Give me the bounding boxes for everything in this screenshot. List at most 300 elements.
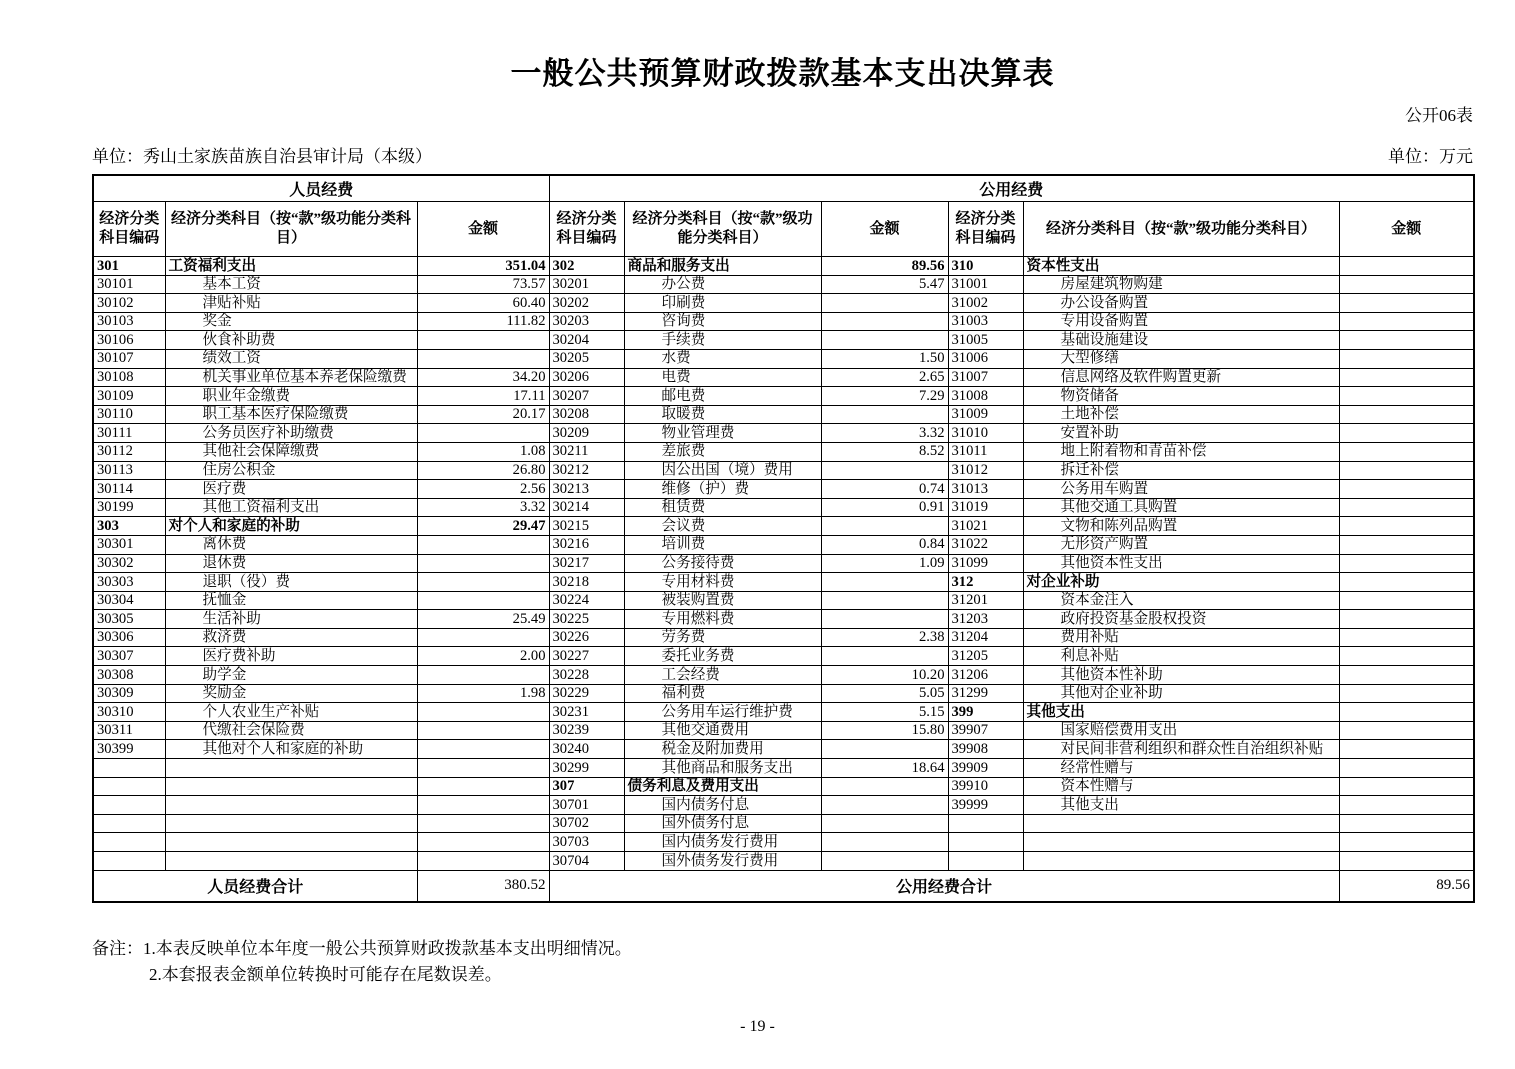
cell-code: 30308: [93, 666, 165, 685]
cell-amount: 5.15: [821, 703, 948, 722]
meta-row: [92, 142, 1473, 167]
cell-amount: 3.32: [821, 424, 948, 443]
public-total-value: 89.56: [1339, 870, 1474, 902]
cell-amount: [1339, 852, 1474, 871]
cell-amount: [417, 796, 549, 815]
cell-amount: [821, 461, 948, 480]
cell-code: 31201: [948, 591, 1023, 610]
cell-subject: [165, 759, 417, 778]
cell-subject: 工会经费: [624, 666, 821, 685]
cell-code: 30215: [549, 517, 624, 536]
cell-subject: 代缴社会保险费: [165, 721, 417, 740]
cell-amount: [417, 628, 549, 647]
col-header-code-2: 经济分类科目编码: [549, 202, 624, 257]
cell-code: 31019: [948, 498, 1023, 517]
cell-amount: 0.84: [821, 535, 948, 554]
table-row: [93, 740, 1474, 759]
personnel-total-value: 380.52: [417, 870, 549, 902]
cell-subject: 其他交通工具购置: [1023, 498, 1339, 517]
cell-code: 30310: [93, 703, 165, 722]
cell-subject: 无形资产购置: [1023, 535, 1339, 554]
cell-code: 30703: [549, 833, 624, 852]
col-header-subject-1: 经济分类科目（按“款”级功能分类科目）: [165, 202, 417, 257]
cell-subject: 国内债务发行费用: [624, 833, 821, 852]
cell-amount: [821, 833, 948, 852]
cell-subject: 国外债务发行费用: [624, 852, 821, 871]
cell-amount: 2.00: [417, 647, 549, 666]
cell-amount: 17.11: [417, 387, 549, 406]
cell-code: 30704: [549, 852, 624, 871]
cell-subject: [1023, 833, 1339, 852]
cell-amount: 18.64: [821, 759, 948, 778]
cell-amount: [1339, 498, 1474, 517]
cell-amount: 1.09: [821, 554, 948, 573]
cell-subject: 利息补贴: [1023, 647, 1339, 666]
cell-subject: 文物和陈列品购置: [1023, 517, 1339, 536]
cell-amount: [1339, 294, 1474, 313]
cell-code: 30103: [93, 312, 165, 331]
cell-code: 31299: [948, 684, 1023, 703]
currency-unit-label: 单位：万元: [1388, 147, 1473, 166]
cell-subject: [165, 833, 417, 852]
cell-code: 30228: [549, 666, 624, 685]
cell-code: 30301: [93, 535, 165, 554]
cell-code: 30214: [549, 498, 624, 517]
table-row: [93, 442, 1474, 461]
cell-amount: [1339, 275, 1474, 294]
cell-amount: [417, 777, 549, 796]
cell-subject: 离休费: [165, 535, 417, 554]
cell-code: 30701: [549, 796, 624, 815]
note-line-2: 2.本套报表金额单位转换时可能存在尾数误差。: [149, 965, 502, 984]
cell-subject: 助学金: [165, 666, 417, 685]
table-row: [93, 573, 1474, 592]
cell-code: 30109: [93, 387, 165, 406]
cell-subject: 退职（役）费: [165, 573, 417, 592]
cell-amount: 10.20: [821, 666, 948, 685]
table-row: [93, 535, 1474, 554]
cell-amount: [1339, 424, 1474, 443]
cell-amount: [417, 740, 549, 759]
cell-code: 31013: [948, 480, 1023, 499]
cell-subject: 其他对企业补助: [1023, 684, 1339, 703]
cell-subject: 手续费: [624, 331, 821, 350]
cell-subject: 政府投资基金股权投资: [1023, 610, 1339, 629]
cell-subject: [165, 814, 417, 833]
cell-code: 30113: [93, 461, 165, 480]
note-line-1: 备注：1.本表反映单位本年度一般公共预算财政拨款基本支出明细情况。: [92, 939, 632, 958]
col-header-amount-2: 金额: [821, 202, 948, 257]
cell-subject: 公务员医疗补助缴费: [165, 424, 417, 443]
cell-amount: 8.52: [821, 442, 948, 461]
cell-amount: [821, 647, 948, 666]
cell-amount: [1339, 796, 1474, 815]
table-row: [93, 554, 1474, 573]
cell-amount: [417, 759, 549, 778]
cell-amount: [1339, 387, 1474, 406]
cell-code: 31205: [948, 647, 1023, 666]
cell-code: 31204: [948, 628, 1023, 647]
cell-code: 31001: [948, 275, 1023, 294]
cell-amount: 89.56: [821, 257, 948, 276]
cell-subject: 房屋建筑物购建: [1023, 275, 1339, 294]
cell-code: 30209: [549, 424, 624, 443]
public-total-label: 公用经费合计: [549, 870, 1339, 902]
cell-amount: 7.29: [821, 387, 948, 406]
cell-code: 30203: [549, 312, 624, 331]
cell-amount: 2.56: [417, 480, 549, 499]
cell-amount: [1339, 535, 1474, 554]
cell-amount: [1339, 777, 1474, 796]
cell-amount: [821, 740, 948, 759]
page-title: 一般公共预算财政拨款基本支出决算表: [510, 56, 1055, 91]
cell-subject: 培训费: [624, 535, 821, 554]
cell-subject: 差旅费: [624, 442, 821, 461]
cell-subject: 机关事业单位基本养老保险缴费: [165, 368, 417, 387]
cell-code: 30207: [549, 387, 624, 406]
cell-subject: 绩效工资: [165, 349, 417, 368]
cell-amount: [821, 777, 948, 796]
cell-subject: 其他支出: [1023, 703, 1339, 722]
org-unit-label: 单位：秀山土家族苗族自治县审计局（本级）: [92, 147, 432, 166]
cell-subject: 救济费: [165, 628, 417, 647]
table-row: [93, 517, 1474, 536]
cell-code: 30216: [549, 535, 624, 554]
cell-subject: 土地补偿: [1023, 405, 1339, 424]
cell-amount: [1339, 257, 1474, 276]
cell-code: 31002: [948, 294, 1023, 313]
table-row: [93, 387, 1474, 406]
table-row: [93, 461, 1474, 480]
cell-code: 39908: [948, 740, 1023, 759]
cell-code: 31206: [948, 666, 1023, 685]
cell-amount: 111.82: [417, 312, 549, 331]
cell-code: 30202: [549, 294, 624, 313]
cell-code: 39909: [948, 759, 1023, 778]
cell-code: 31003: [948, 312, 1023, 331]
cell-amount: [1339, 554, 1474, 573]
cell-amount: [1339, 368, 1474, 387]
cell-subject: 其他交通费用: [624, 721, 821, 740]
cell-amount: [1339, 610, 1474, 629]
cell-subject: 国外债务付息: [624, 814, 821, 833]
cell-code: 30199: [93, 498, 165, 517]
cell-code: 31009: [948, 405, 1023, 424]
cell-code: [93, 796, 165, 815]
cell-amount: [821, 610, 948, 629]
table-row: [93, 684, 1474, 703]
cell-code: 39999: [948, 796, 1023, 815]
cell-code: 30240: [549, 740, 624, 759]
cell-code: 30213: [549, 480, 624, 499]
table-row: [93, 331, 1474, 350]
cell-code: [948, 852, 1023, 871]
cell-amount: [821, 814, 948, 833]
cell-amount: [821, 573, 948, 592]
cell-subject: 住房公积金: [165, 461, 417, 480]
form-number-label: 公开06表: [1405, 106, 1473, 125]
table-row: [93, 424, 1474, 443]
cell-code: 30112: [93, 442, 165, 461]
cell-subject: 咨询费: [624, 312, 821, 331]
cell-code: [93, 814, 165, 833]
cell-subject: 其他支出: [1023, 796, 1339, 815]
cell-subject: 伙食补助费: [165, 331, 417, 350]
cell-subject: 公务接待费: [624, 554, 821, 573]
cell-subject: 委托业务费: [624, 647, 821, 666]
notes: [92, 936, 1473, 988]
cell-amount: [1339, 721, 1474, 740]
cell-code: 30212: [549, 461, 624, 480]
cell-subject: 取暖费: [624, 405, 821, 424]
cell-code: 30299: [549, 759, 624, 778]
cell-amount: 3.32: [417, 498, 549, 517]
cell-subject: 对民间非营利组织和群众性自治组织补贴: [1023, 740, 1339, 759]
cell-subject: [165, 852, 417, 871]
group-header-public: 公用经费: [549, 175, 1474, 202]
cell-code: 30305: [93, 610, 165, 629]
col-header-code-1: 经济分类科目编码: [93, 202, 165, 257]
cell-code: 31008: [948, 387, 1023, 406]
cell-amount: 1.08: [417, 442, 549, 461]
cell-amount: [821, 852, 948, 871]
cell-amount: [1339, 517, 1474, 536]
cell-code: 31007: [948, 368, 1023, 387]
cell-amount: [417, 721, 549, 740]
col-header-amount-3: 金额: [1339, 202, 1474, 257]
cell-subject: [165, 777, 417, 796]
cell-subject: 对企业补助: [1023, 573, 1339, 592]
cell-code: 31006: [948, 349, 1023, 368]
cell-code: [948, 833, 1023, 852]
cell-code: 307: [549, 777, 624, 796]
table-row: [93, 628, 1474, 647]
cell-subject: 印刷费: [624, 294, 821, 313]
cell-amount: [1339, 684, 1474, 703]
cell-amount: [1339, 461, 1474, 480]
cell-subject: 专用设备购置: [1023, 312, 1339, 331]
col-header-subject-3: 经济分类科目（按“款”级功能分类科目）: [1023, 202, 1339, 257]
cell-code: 30201: [549, 275, 624, 294]
cell-subject: 商品和服务支出: [624, 257, 821, 276]
table-row: [93, 368, 1474, 387]
group-header-row: [93, 175, 1474, 202]
cell-subject: 资本性支出: [1023, 257, 1339, 276]
cell-code: 30107: [93, 349, 165, 368]
cell-code: 31005: [948, 331, 1023, 350]
cell-amount: [1339, 312, 1474, 331]
cell-amount: [417, 573, 549, 592]
personnel-total-label: 人员经费合计: [93, 870, 417, 902]
cell-amount: 351.04: [417, 257, 549, 276]
cell-amount: 1.50: [821, 349, 948, 368]
table-row: [93, 759, 1474, 778]
cell-amount: [1339, 628, 1474, 647]
table-row: [93, 257, 1474, 276]
cell-subject: 其他对个人和家庭的补助: [165, 740, 417, 759]
cell-amount: [821, 517, 948, 536]
cell-code: 30102: [93, 294, 165, 313]
cell-subject: 电费: [624, 368, 821, 387]
cell-amount: [1339, 833, 1474, 852]
cell-amount: 2.38: [821, 628, 948, 647]
cell-subject: 专用燃料费: [624, 610, 821, 629]
cell-code: 30224: [549, 591, 624, 610]
cell-amount: [1339, 647, 1474, 666]
cell-subject: 租赁费: [624, 498, 821, 517]
cell-code: [93, 833, 165, 852]
cell-subject: 地上附着物和青苗补偿: [1023, 442, 1339, 461]
cell-amount: [417, 703, 549, 722]
cell-code: 30114: [93, 480, 165, 499]
cell-amount: 60.40: [417, 294, 549, 313]
cell-amount: [417, 331, 549, 350]
cell-subject: 大型修缮: [1023, 349, 1339, 368]
cell-subject: 退休费: [165, 554, 417, 573]
cell-subject: 个人农业生产补贴: [165, 703, 417, 722]
cell-amount: [821, 294, 948, 313]
table-row: [93, 480, 1474, 499]
cell-code: 30208: [549, 405, 624, 424]
cell-subject: [1023, 852, 1339, 871]
cell-subject: 其他商品和服务支出: [624, 759, 821, 778]
cell-code: 30205: [549, 349, 624, 368]
cell-amount: [417, 535, 549, 554]
cell-amount: 34.20: [417, 368, 549, 387]
table-row: [93, 721, 1474, 740]
cell-code: 399: [948, 703, 1023, 722]
cell-subject: 专用材料费: [624, 573, 821, 592]
cell-amount: 1.98: [417, 684, 549, 703]
cell-code: 30106: [93, 331, 165, 350]
cell-amount: [1339, 442, 1474, 461]
cell-amount: [1339, 331, 1474, 350]
cell-code: 30218: [549, 573, 624, 592]
cell-code: 39907: [948, 721, 1023, 740]
cell-code: [93, 777, 165, 796]
cell-amount: [1339, 405, 1474, 424]
cell-amount: [1339, 740, 1474, 759]
cell-subject: 安置补助: [1023, 424, 1339, 443]
cell-code: 310: [948, 257, 1023, 276]
cell-amount: 0.91: [821, 498, 948, 517]
cell-subject: 国家赔偿费用支出: [1023, 721, 1339, 740]
cell-code: 30229: [549, 684, 624, 703]
table-row: [93, 647, 1474, 666]
cell-code: 302: [549, 257, 624, 276]
expenditure-table: [92, 174, 1475, 903]
cell-code: 30110: [93, 405, 165, 424]
cell-code: 30311: [93, 721, 165, 740]
cell-code: 30309: [93, 684, 165, 703]
table-row: [93, 703, 1474, 722]
table-row: [93, 796, 1474, 815]
cell-subject: 奖励金: [165, 684, 417, 703]
cell-code: 303: [93, 517, 165, 536]
cell-amount: 2.65: [821, 368, 948, 387]
cell-subject: 物资储备: [1023, 387, 1339, 406]
cell-amount: [417, 814, 549, 833]
cell-amount: [1339, 703, 1474, 722]
cell-amount: [417, 852, 549, 871]
group-header-personnel: 人员经费: [93, 175, 549, 202]
table-row: [93, 666, 1474, 685]
cell-amount: [1339, 814, 1474, 833]
cell-subject: [165, 796, 417, 815]
cell-subject: 工资福利支出: [165, 257, 417, 276]
col-header-code-3: 经济分类科目编码: [948, 202, 1023, 257]
cell-subject: 对个人和家庭的补助: [165, 517, 417, 536]
cell-subject: 奖金: [165, 312, 417, 331]
cell-code: 31099: [948, 554, 1023, 573]
table-row: [93, 312, 1474, 331]
cell-subject: 职业年金缴费: [165, 387, 417, 406]
cell-amount: [1339, 666, 1474, 685]
page-number: - 19 -: [740, 1018, 775, 1035]
cell-subject: 办公费: [624, 275, 821, 294]
cell-subject: 福利费: [624, 684, 821, 703]
cell-amount: [821, 312, 948, 331]
cell-code: 30239: [549, 721, 624, 740]
table-row: [93, 833, 1474, 852]
cell-code: 31010: [948, 424, 1023, 443]
table-row: [93, 349, 1474, 368]
cell-subject: 维修（护）费: [624, 480, 821, 499]
cell-code: 312: [948, 573, 1023, 592]
cell-code: 30231: [549, 703, 624, 722]
cell-subject: 办公设备购置: [1023, 294, 1339, 313]
cell-code: 30303: [93, 573, 165, 592]
cell-amount: [821, 591, 948, 610]
cell-subject: 抚恤金: [165, 591, 417, 610]
cell-subject: 其他工资福利支出: [165, 498, 417, 517]
cell-amount: 0.74: [821, 480, 948, 499]
cell-subject: 水费: [624, 349, 821, 368]
table-row: [93, 294, 1474, 313]
cell-subject: 基本工资: [165, 275, 417, 294]
cell-amount: [1339, 573, 1474, 592]
cell-amount: [1339, 759, 1474, 778]
cell-code: 30304: [93, 591, 165, 610]
table-row: [93, 852, 1474, 871]
cell-amount: [1339, 591, 1474, 610]
cell-code: 30206: [549, 368, 624, 387]
cell-amount: [1339, 480, 1474, 499]
cell-amount: [417, 424, 549, 443]
cell-subject: 物业管理费: [624, 424, 821, 443]
cell-amount: 20.17: [417, 405, 549, 424]
cell-amount: [821, 405, 948, 424]
cell-code: 30101: [93, 275, 165, 294]
cell-subject: 公务用车运行维护费: [624, 703, 821, 722]
cell-amount: [417, 591, 549, 610]
cell-code: 31022: [948, 535, 1023, 554]
cell-code: [948, 814, 1023, 833]
cell-subject: 职工基本医疗保险缴费: [165, 405, 417, 424]
table-row: [93, 610, 1474, 629]
cell-subject: 公务用车购置: [1023, 480, 1339, 499]
cell-subject: 税金及附加费用: [624, 740, 821, 759]
cell-subject: 医疗费: [165, 480, 417, 499]
col-header-amount-1: 金额: [417, 202, 549, 257]
cell-subject: 被装购置费: [624, 591, 821, 610]
cell-amount: 15.80: [821, 721, 948, 740]
table-row: [93, 814, 1474, 833]
table-row: [93, 777, 1474, 796]
cell-amount: 73.57: [417, 275, 549, 294]
cell-code: 301: [93, 257, 165, 276]
cell-code: 30108: [93, 368, 165, 387]
